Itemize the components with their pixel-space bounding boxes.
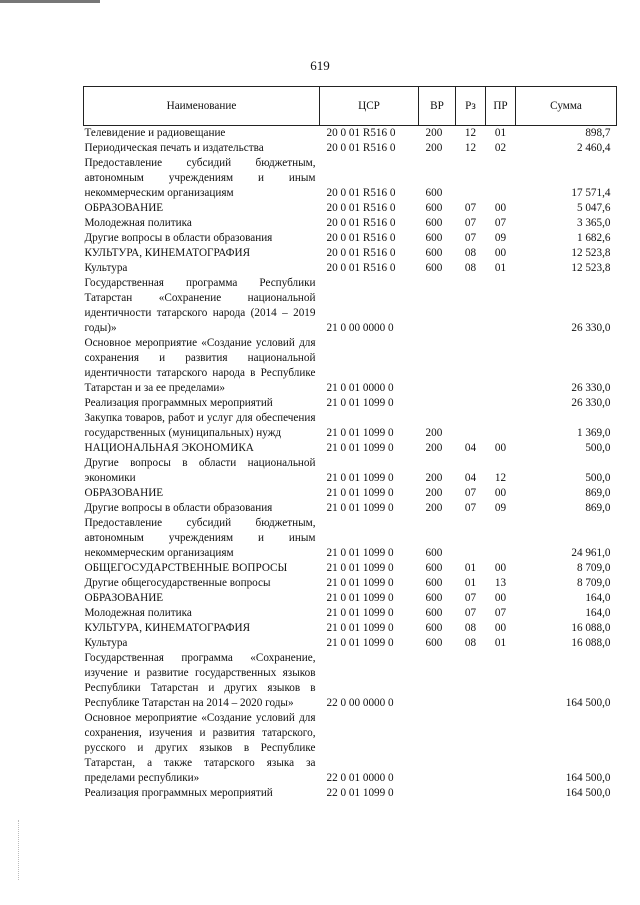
cell-rz: 01 — [464, 577, 477, 589]
cell-csr: 21 0 01 1099 0 — [326, 607, 394, 619]
table-row — [84, 621, 617, 636]
table-row — [84, 606, 617, 621]
scan-dots — [18, 820, 20, 880]
cell-sum: 164 500,0 — [565, 787, 611, 799]
cell-vr: 200 — [425, 472, 443, 484]
cell-name: Основное мероприятие «Создание условий для сохранения, изучения и развития татарского, русского и других языков в Республике Татарстан, а также татарского языка за пределами республики» — [84, 712, 316, 784]
cell-name: Предоставление субсидий бюджетным, автономным учреждениям и иным некоммерческим организациям — [84, 157, 316, 199]
cell-pr: 01 — [494, 127, 507, 139]
table-row — [84, 216, 617, 231]
cell-pr — [486, 396, 516, 411]
cell-rz — [456, 396, 486, 411]
cell-vr: 600 — [425, 247, 443, 259]
table-body — [84, 126, 617, 802]
cell-sum: 26 330,0 — [571, 397, 611, 409]
cell-name: Основное мероприятие «Создание условий для сохранения и развития национальной идентичности татарского народа в Республике Татарстан и за ее пределами» — [84, 337, 316, 394]
cell-csr: 20 0 01 R516 0 — [326, 202, 396, 214]
cell-vr: 600 — [425, 547, 443, 559]
cell-name: Периодическая печать и издательства — [84, 142, 264, 154]
budget-table — [83, 86, 617, 801]
cell-name: Культура — [84, 262, 128, 274]
cell-rz — [456, 411, 486, 441]
cell-rz: 07 — [464, 487, 477, 499]
cell-rz: 12 — [464, 142, 477, 154]
cell-rz — [456, 651, 486, 711]
cell-pr: 00 — [494, 202, 507, 214]
cell-rz: 08 — [464, 622, 477, 634]
cell-vr — [419, 651, 456, 711]
cell-name: ОБЩЕГОСУДАРСТВЕННЫЕ ВОПРОСЫ — [84, 562, 288, 574]
cell-pr: 09 — [494, 232, 507, 244]
cell-name: НАЦИОНАЛЬНАЯ ЭКОНОМИКА — [84, 442, 254, 454]
cell-pr: 01 — [494, 637, 507, 649]
table-row — [84, 786, 617, 801]
cell-rz — [456, 156, 486, 201]
cell-vr: 200 — [425, 142, 443, 154]
cell-csr: 20 0 01 R516 0 — [326, 247, 396, 259]
cell-sum: 898,7 — [585, 127, 611, 139]
cell-vr — [419, 336, 456, 396]
table-row — [84, 456, 617, 486]
cell-rz: 08 — [464, 637, 477, 649]
cell-sum: 869,0 — [585, 502, 611, 514]
table-header-row — [84, 87, 617, 126]
table-row — [84, 261, 617, 276]
cell-csr: 21 0 01 1099 0 — [326, 622, 394, 634]
cell-sum: 164,0 — [585, 607, 611, 619]
cell-sum: 164,0 — [585, 592, 611, 604]
cell-name: ОБРАЗОВАНИЕ — [84, 202, 164, 214]
cell-vr: 600 — [425, 607, 443, 619]
cell-vr: 200 — [425, 442, 443, 454]
cell-vr: 600 — [425, 262, 443, 274]
cell-pr: 00 — [494, 247, 507, 259]
cell-csr: 21 0 01 1099 0 — [326, 487, 394, 499]
cell-vr: 600 — [425, 577, 443, 589]
cell-csr: 20 0 01 R516 0 — [326, 232, 396, 244]
cell-rz: 04 — [464, 442, 477, 454]
cell-name: Реализация программных мероприятий — [84, 787, 273, 799]
cell-csr: 22 0 01 1099 0 — [326, 787, 394, 799]
cell-rz — [456, 786, 486, 801]
table-row — [84, 441, 617, 456]
cell-pr: 00 — [494, 487, 507, 499]
cell-csr: 22 0 01 0000 0 — [326, 772, 394, 784]
cell-vr: 200 — [425, 427, 443, 439]
cell-sum: 12 523,8 — [571, 262, 611, 274]
cell-pr — [486, 336, 516, 396]
table-row — [84, 711, 617, 786]
cell-csr: 21 0 01 1099 0 — [326, 577, 394, 589]
cell-pr — [486, 651, 516, 711]
cell-name: Государственная программа Республики Татарстан «Сохранение национальной идентичности татарского народа (2014 – 2019 годы)» — [84, 277, 316, 334]
cell-csr: 20 0 01 R516 0 — [326, 127, 396, 139]
cell-rz — [456, 336, 486, 396]
cell-pr: 02 — [494, 142, 507, 154]
cell-sum: 500,0 — [585, 442, 611, 454]
cell-rz: 08 — [464, 247, 477, 259]
page-number: 619 — [310, 58, 330, 73]
cell-sum: 3 365,0 — [576, 217, 611, 229]
cell-name: ОБРАЗОВАНИЕ — [84, 487, 164, 499]
cell-sum: 16 088,0 — [571, 637, 611, 649]
header-sum: Сумма — [516, 87, 617, 126]
cell-vr: 600 — [425, 187, 443, 199]
cell-sum: 1 682,6 — [576, 232, 611, 244]
cell-pr — [486, 786, 516, 801]
cell-pr: 07 — [494, 217, 507, 229]
table-row — [84, 246, 617, 261]
cell-rz — [456, 711, 486, 786]
cell-rz: 04 — [464, 472, 477, 484]
cell-name: Молодежная политика — [84, 217, 192, 229]
cell-vr: 200 — [425, 487, 443, 499]
cell-name: Другие вопросы в области образования — [84, 502, 273, 514]
cell-sum: 1 369,0 — [576, 427, 611, 439]
table-row — [84, 156, 617, 201]
table-row — [84, 336, 617, 396]
cell-pr — [486, 516, 516, 561]
cell-name: Другие общегосударственные вопросы — [84, 577, 271, 589]
cell-csr: 21 0 01 1099 0 — [326, 502, 394, 514]
cell-name: ОБРАЗОВАНИЕ — [84, 592, 164, 604]
cell-sum: 12 523,8 — [571, 247, 611, 259]
cell-pr: 12 — [494, 472, 507, 484]
table-row — [84, 636, 617, 651]
cell-csr: 21 0 01 1099 0 — [326, 397, 394, 409]
header-pr: ПР — [486, 87, 516, 126]
header-csr: ЦСР — [320, 87, 419, 126]
cell-sum: 8 709,0 — [576, 577, 611, 589]
cell-vr: 600 — [425, 637, 443, 649]
cell-pr: 00 — [494, 622, 507, 634]
cell-sum: 8 709,0 — [576, 562, 611, 574]
table-row — [84, 576, 617, 591]
cell-sum: 16 088,0 — [571, 622, 611, 634]
cell-name: Другие вопросы в области образования — [84, 232, 273, 244]
cell-vr: 600 — [425, 217, 443, 229]
cell-csr: 20 0 01 R516 0 — [326, 142, 396, 154]
table-row — [84, 126, 617, 142]
cell-vr — [419, 711, 456, 786]
cell-name: Государственная программа «Сохранение, изучение и развитие государственных языков Республики Татарстан и других языков в Республике Татарстан на 2014 – 2020 годы» — [84, 652, 316, 709]
cell-pr: 07 — [494, 607, 507, 619]
cell-pr: 01 — [494, 262, 507, 274]
cell-sum: 26 330,0 — [571, 382, 611, 394]
cell-sum: 500,0 — [585, 472, 611, 484]
cell-pr: 13 — [494, 577, 507, 589]
cell-name: Реализация программных мероприятий — [84, 397, 273, 409]
cell-name: Культура — [84, 637, 128, 649]
cell-pr: 00 — [494, 592, 507, 604]
cell-sum: 24 961,0 — [571, 547, 611, 559]
cell-csr: 20 0 01 R516 0 — [326, 262, 396, 274]
table-row — [84, 561, 617, 576]
cell-vr: 600 — [425, 232, 443, 244]
cell-csr: 21 0 01 1099 0 — [326, 592, 394, 604]
cell-rz — [456, 276, 486, 336]
cell-sum: 17 571,4 — [571, 187, 611, 199]
cell-pr — [486, 411, 516, 441]
table-row — [84, 486, 617, 501]
cell-vr — [419, 276, 456, 336]
cell-vr — [419, 396, 456, 411]
cell-csr: 21 0 01 0000 0 — [326, 382, 394, 394]
cell-rz — [456, 516, 486, 561]
cell-csr: 21 0 01 1099 0 — [326, 562, 394, 574]
table-row — [84, 231, 617, 246]
cell-name: Телевидение и радиовещание — [84, 127, 226, 139]
cell-pr — [486, 156, 516, 201]
table-row — [84, 276, 617, 336]
table-row — [84, 501, 617, 516]
cell-vr: 200 — [425, 127, 443, 139]
cell-pr — [486, 276, 516, 336]
table-row — [84, 411, 617, 441]
cell-name: Молодежная политика — [84, 607, 192, 619]
scan-edge-mark — [0, 0, 100, 3]
cell-rz: 07 — [464, 232, 477, 244]
cell-sum: 5 047,6 — [576, 202, 611, 214]
cell-pr: 09 — [494, 502, 507, 514]
table-row — [84, 591, 617, 606]
cell-rz: 07 — [464, 502, 477, 514]
table-row — [84, 201, 617, 216]
cell-csr: 21 0 01 1099 0 — [326, 547, 394, 559]
cell-name: Другие вопросы в области национальной экономики — [84, 457, 316, 484]
header-vr: ВР — [419, 87, 456, 126]
cell-rz: 07 — [464, 607, 477, 619]
cell-name: Предоставление субсидий бюджетным, автономным учреждениям и иным некоммерческим организациям — [84, 517, 316, 559]
cell-pr: 00 — [494, 442, 507, 454]
cell-csr: 21 0 01 1099 0 — [326, 472, 394, 484]
cell-rz: 07 — [464, 592, 477, 604]
cell-rz: 08 — [464, 262, 477, 274]
cell-csr: 21 0 01 1099 0 — [326, 637, 394, 649]
cell-pr — [486, 711, 516, 786]
table-row — [84, 141, 617, 156]
cell-rz: 07 — [464, 202, 477, 214]
cell-name: КУЛЬТУРА, КИНЕМАТОГРАФИЯ — [84, 247, 251, 259]
table-row — [84, 651, 617, 711]
cell-rz: 07 — [464, 217, 477, 229]
cell-name: Закупка товаров, работ и услуг для обеспечения государственных (муниципальных) нужд — [84, 412, 316, 439]
cell-vr: 600 — [425, 562, 443, 574]
cell-vr: 600 — [425, 202, 443, 214]
header-rz: Рз — [456, 87, 486, 126]
cell-name: КУЛЬТУРА, КИНЕМАТОГРАФИЯ — [84, 622, 251, 634]
cell-csr: 20 0 01 R516 0 — [326, 187, 396, 199]
cell-csr: 21 0 00 0000 0 — [326, 322, 394, 334]
cell-vr: 600 — [425, 592, 443, 604]
table-row — [84, 396, 617, 411]
cell-csr: 21 0 01 1099 0 — [326, 427, 394, 439]
cell-sum: 26 330,0 — [571, 322, 611, 334]
cell-vr: 200 — [425, 502, 443, 514]
cell-csr: 20 0 01 R516 0 — [326, 217, 396, 229]
cell-csr: 21 0 01 1099 0 — [326, 442, 394, 454]
cell-sum: 164 500,0 — [565, 697, 611, 709]
cell-rz: 12 — [464, 127, 477, 139]
cell-sum: 2 460,4 — [576, 142, 611, 154]
cell-sum: 869,0 — [585, 487, 611, 499]
table-row — [84, 516, 617, 561]
cell-vr — [419, 786, 456, 801]
cell-vr: 600 — [425, 622, 443, 634]
header-name: Наименование — [84, 87, 320, 126]
cell-pr: 00 — [494, 562, 507, 574]
cell-rz: 01 — [464, 562, 477, 574]
cell-sum: 164 500,0 — [565, 772, 611, 784]
cell-csr: 22 0 00 0000 0 — [326, 697, 394, 709]
